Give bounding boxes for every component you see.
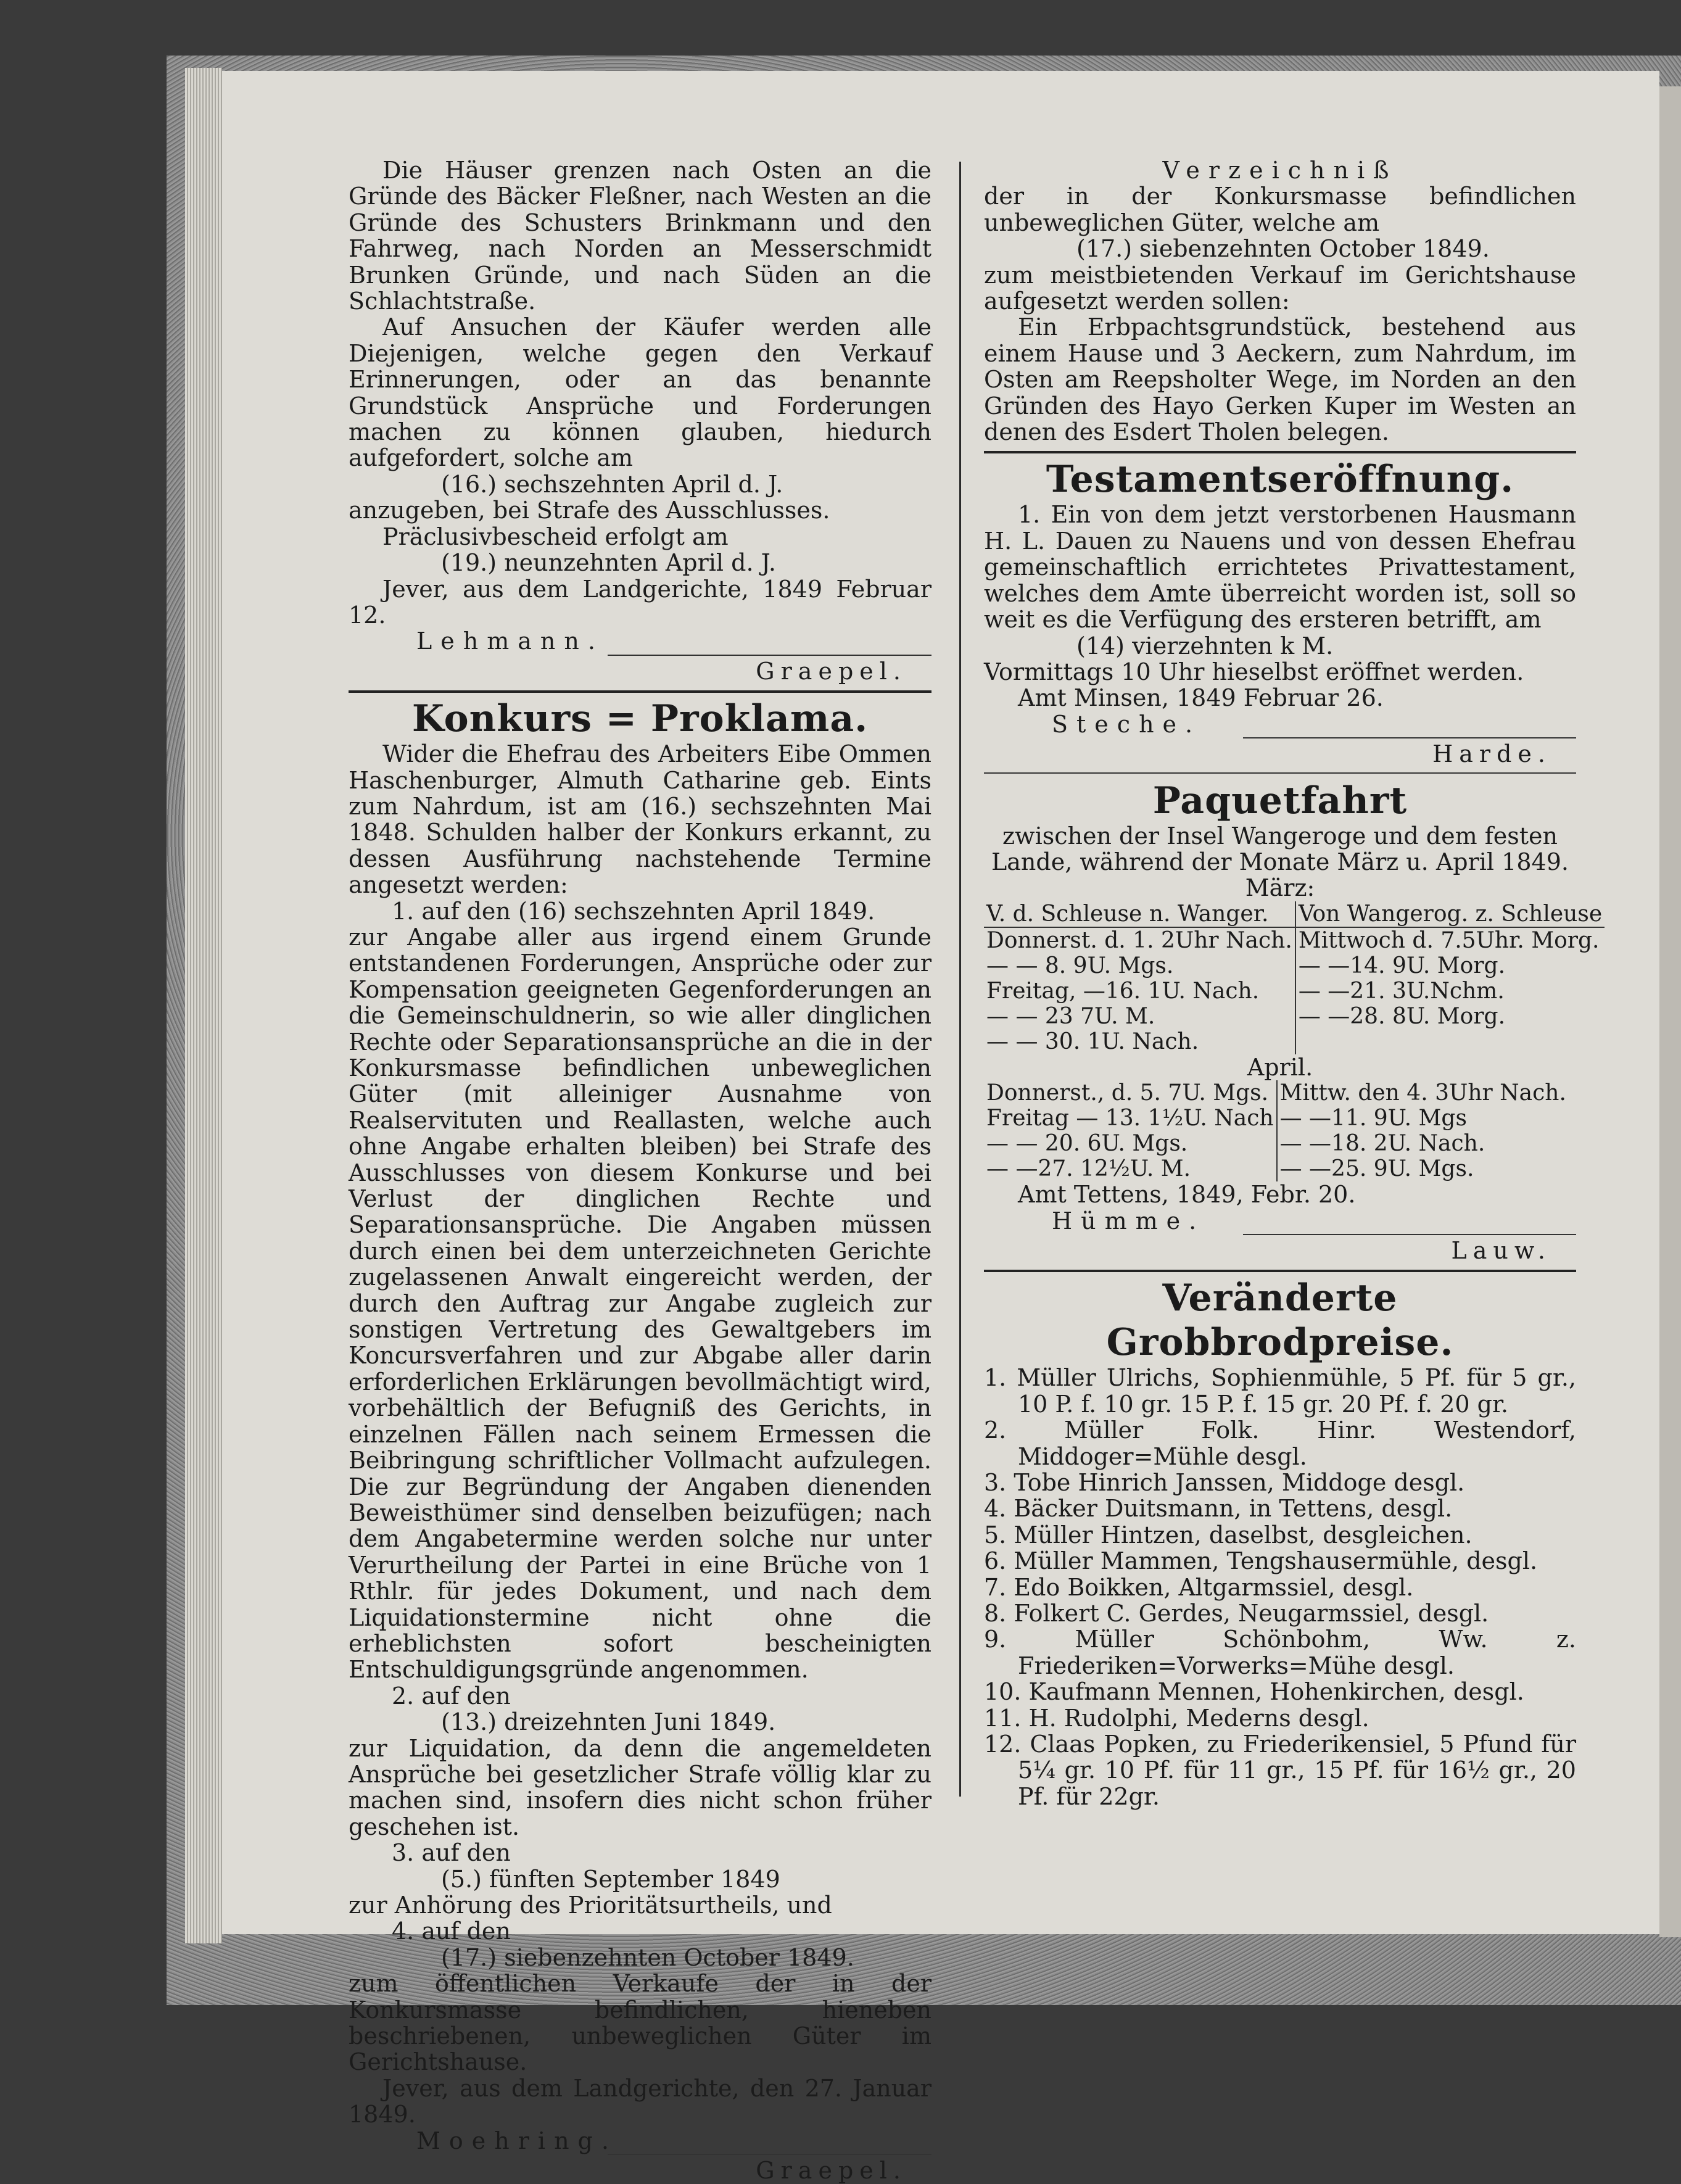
facing-page-edge bbox=[1659, 86, 1681, 1937]
page-edges bbox=[185, 68, 222, 1943]
testament-text: 1. Ein von dem jetzt verstorbenen Hausmann H. L. Dauen zu Nauens und von dessen Ehefrau gemeinschaftlich errichtetes Privattestament, welches dem Amte überreicht worden ist, soll so weit es die Verfügung des ersteren betrifft, am bbox=[984, 501, 1576, 634]
left-column bbox=[349, 157, 931, 2183]
list-item: 8. Folkert C. Gerdes, Neugarmssiel, desgl. bbox=[984, 1600, 1489, 1628]
section-divider-r3 bbox=[984, 1270, 1576, 1272]
verzeichnis-text: zum meistbietenden Verkauf im Gerichtshause aufgesetzt werden sollen: bbox=[984, 261, 1576, 315]
cell: — —14. 9U. Morg. bbox=[1298, 953, 1506, 978]
paquetfahrt-intro: zwischen der Insel Wangeroge und dem festen Lande, während der Monate März u. April 1849. bbox=[991, 822, 1569, 875]
grobbrod-list bbox=[984, 1365, 1576, 1810]
month-maerz: März: bbox=[1245, 874, 1315, 902]
list-item: 11. H. Rudolphi, Mederns desgl. bbox=[984, 1704, 1369, 1732]
term-1: 1. auf den (16) sechszehnten April 1849. bbox=[392, 897, 875, 925]
grobbrod-heading: Veränderte Grobbrodpreise. bbox=[1106, 1276, 1454, 1365]
list-item: 3. Tobe Hinrich Janssen, Middoge desgl. bbox=[984, 1469, 1465, 1496]
konkurs-intro: Wider die Ehefrau des Arbeiters Eibe Ommen Haschenburger, Almuth Catharine geb. Eints zum Nahrdum, ist am (16.) sechszehnten Mai 1848. Schulden halber der Konkurs erkannt, zu dessen Ausführung nachstehende Termine angesetzt werden: bbox=[349, 740, 931, 899]
cell: Freitag, —16. 1U. Nach. bbox=[984, 978, 1295, 1004]
list-item: 12. Claas Popken, zu Friederikensiel, 5 Pfund für 5¼ gr. 10 Pf. für 11 gr., 15 Pf. für 16½ gr., 20 Pf. für 22gr. bbox=[984, 1731, 1576, 1810]
testament-date: (14) vierzehnten k M. bbox=[1076, 632, 1334, 660]
list-item: 6. Müller Mammen, Tengshausermühle, desgl. bbox=[984, 1547, 1538, 1575]
cell: Donnerst. d. 1. 2Uhr Nach. bbox=[984, 927, 1295, 953]
verzeichnis-date: (17.) siebenzehnten October 1849. bbox=[1076, 235, 1490, 263]
signature-rule bbox=[608, 655, 931, 656]
testament-time: Vormittags 10 Uhr hieselbst eröffnet werden. bbox=[984, 658, 1524, 685]
property-boundaries: Die Häuser grenzen nach Osten an die Gründe des Bäcker Fleßner, nach Westen an die Gründe des Schusters Brinkmann und den Fahrweg, nach Norden an Messerschmidt Brunken Gründe, und nach Süden an die Schlachtstraße. bbox=[349, 157, 931, 315]
month-april: April. bbox=[1247, 1053, 1313, 1081]
cell: — —28. 8U. Morg. bbox=[1298, 1003, 1506, 1029]
paquetfahrt-place: Amt Tettens, 1849, Febr. 20. bbox=[1018, 1181, 1356, 1209]
cell bbox=[1295, 1029, 1605, 1054]
table-row bbox=[984, 953, 1605, 978]
schedule-april bbox=[984, 1080, 1576, 1181]
cell: — —21. 3U.Nchm. bbox=[1298, 978, 1505, 1004]
term-1-text: zur Angabe aller aus irgend einem Grunde entstandenen Forderungen, Ansprüche oder zur Kompensation geeigneten Gegenforderungen an die Gemeinschuldnerin, so wie aller dinglichen Rechte oder Separationsansprüche an die in der Konkursmasse befindlichen unbeweglichen Güter (mit alleiniger Ausnahme von Realservituten und Reallasten, welche auch ohne Angabe erhalten bleiben) bei Strafe des Ausschlusses von diesem Konkurse und bei Verlust der dinglichen Rechte und Separationsansprüche. Die Angaben müssen durch einen bei dem unterzeichneten Gerichte zugelassenen Anwalt eingereicht werden, der durch den Auftrag zur Angabe zugleich zur sonstigen Vertretung des Gewaltgebers im Koncursverfahren und zur Abgabe aller darin erforderlichen Erklärungen bevollmächtigt wird, vorbehältlich der Befugniß des Gerichts, in einzelnen Fällen nach seinem Ermessen die Beibringung schriftlicher Vollmacht aufzulegen. Die zur Begründung der Angaben dienenden Beweisthümer sind denselben beizufügen; nach dem Angabetermine werden solche nur unter Verurtheilung der Partei in eine Brüche von 1 Rthlr. für jedes Dokument, und nach dem Liquidationstermine nicht ohne die erheblichsten sofort bescheinigten Entschuldigungsgründe angenommen. bbox=[349, 923, 931, 1684]
signature-steche: Steche. bbox=[1052, 710, 1202, 738]
term-2-date: (13.) dreizehnten Juni 1849. bbox=[441, 1708, 776, 1736]
signature-moehring: Moehring. bbox=[416, 2127, 617, 2154]
summons-paragraph: Auf Ansuchen der Käufer werden alle Diejenigen, welche gegen den Verkauf Erinnerungen, oder an das benannte Grundstück Ansprüche und Forderungen machen zu können glauben, hiedurch aufgefordert, solche am bbox=[349, 313, 931, 472]
cell: — — 30. 1U. Nach. bbox=[984, 1029, 1295, 1054]
cell: Freitag — 13. 1½U. Nach bbox=[984, 1106, 1277, 1131]
term-3-date: (5.) fünften September 1849 bbox=[441, 1865, 780, 1893]
signature-rule-r2 bbox=[1243, 1234, 1576, 1235]
cell: Donnerst., d. 5. 7U. Mgs. bbox=[984, 1080, 1277, 1106]
cell: Mittwoch d. 7.5Uhr. Morg. bbox=[1298, 927, 1600, 953]
header-to-schleuse: Von Wangerog. z. Schleuse bbox=[1295, 901, 1605, 927]
place-date-1: Jever, aus dem Landgerichte, 1849 Februar 12. bbox=[349, 575, 931, 629]
preclusion-text: Präclusivbescheid erfolgt am bbox=[382, 523, 729, 550]
cell: — — 8. 9U. Mgs. bbox=[984, 953, 1295, 978]
cell: — — 20. 6U. Mgs. bbox=[984, 1131, 1277, 1156]
signature-rule-2 bbox=[608, 2154, 931, 2155]
table-row bbox=[984, 927, 1605, 953]
signature-graepel-1: Graepel. bbox=[756, 657, 907, 685]
term-3: 3. auf den bbox=[392, 1839, 511, 1867]
paquetfahrt-heading: Paquetfahrt bbox=[1152, 779, 1408, 822]
deadline-date: (16.) sechszehnten April d. J. bbox=[441, 470, 783, 498]
list-item: 4. Bäcker Duitsmann, in Tettens, desgl. bbox=[984, 1495, 1453, 1523]
testament-place: Amt Minsen, 1849 Februar 26. bbox=[1018, 684, 1384, 712]
term-3-text: zur Anhörung des Prioritätsurtheils, und bbox=[349, 1892, 832, 1919]
schedule-maerz bbox=[984, 901, 1605, 1054]
list-item: 10. Kaufmann Mennen, Hohenkirchen, desgl. bbox=[984, 1678, 1524, 1706]
signature-lauw: Lauw. bbox=[1451, 1236, 1551, 1264]
list-item: 2. Müller Folk. Hinr. Westendorf, Middoger=Mühle desgl. bbox=[984, 1417, 1576, 1470]
cell: — —18. 2U. Nach. bbox=[1279, 1131, 1485, 1157]
signature-huemme: Hümme. bbox=[1052, 1207, 1205, 1235]
konkurs-heading: Konkurs = Proklama. bbox=[411, 697, 869, 741]
cell: Mittw. den 4. 3Uhr Nach. bbox=[1279, 1080, 1566, 1106]
term-2-text: zur Liquidation, da denn die angemeldeten Ansprüche bei gesetzlicher Strafe völlig klar zu machen sind, insofern dies nicht schon früher geschehen ist. bbox=[349, 1734, 931, 1840]
section-divider-r2 bbox=[984, 772, 1576, 774]
table-row bbox=[984, 978, 1605, 1004]
column-rule bbox=[959, 162, 961, 1797]
list-item: 5. Müller Hintzen, daselbst, desgleichen. bbox=[984, 1521, 1472, 1549]
table-row bbox=[984, 1029, 1605, 1054]
cell: — —27. 12½U. M. bbox=[984, 1156, 1277, 1181]
signature-lehmann: Lehmann. bbox=[416, 627, 604, 655]
verzeichnis-property: Ein Erbpachtsgrundstück, bestehend aus einem Hause und 3 Aeckern, zum Nahrdum, im Osten am Reepsholter Wege, im Norden an den Gründen des Hayo Gerken Kuper im Westen an denen des Esdert Tholen belegen. bbox=[984, 313, 1576, 446]
testament-heading: Testamentseröffnung. bbox=[1046, 458, 1514, 502]
table-row bbox=[984, 1004, 1605, 1029]
table-row bbox=[984, 1131, 1576, 1156]
term-4-text: zum öffentlichen Verkaufe der in der Konkursmasse befindlichen, hieneben beschriebenen, unbeweglichen Güter im Gerichtshause. bbox=[349, 1970, 931, 2076]
cell: — —11. 9U. Mgs bbox=[1279, 1106, 1467, 1131]
signature-graepel-2: Graepel. bbox=[756, 2157, 907, 2184]
header-to-wangeroge: V. d. Schleuse n. Wanger. bbox=[984, 901, 1295, 927]
cell: — —25. 9U. Mgs. bbox=[1279, 1156, 1474, 1182]
list-item: 9. Müller Schönbohm, Ww. z. Friederiken=Vorwerks=Mühe desgl. bbox=[984, 1626, 1576, 1679]
term-2: 2. auf den bbox=[392, 1682, 511, 1710]
term-4-date: (17.) siebenzehnten October 1849. bbox=[441, 1943, 854, 1971]
table-row bbox=[984, 1106, 1576, 1131]
verzeichnis-intro: der in der Konkursmasse befindlichen unbeweglichen Güter, welche am bbox=[984, 183, 1576, 236]
list-item: 1. Müller Ulrichs, Sophienmühle, 5 Pf. für 5 gr., 10 P. f. 10 gr. 15 P. f. 15 gr. 20 Pf. f. 20 gr. bbox=[984, 1364, 1576, 1418]
preclusion-date: (19.) neunzehnten April d. J. bbox=[441, 549, 777, 577]
section-divider bbox=[349, 690, 931, 693]
cell: — — 23 7U. M. bbox=[984, 1004, 1295, 1029]
place-date-2: Jever, aus dem Landgerichte, den 27. Januar 1849. bbox=[349, 2074, 931, 2128]
right-column bbox=[984, 157, 1603, 1810]
table-row bbox=[984, 1156, 1576, 1181]
term-4: 4. auf den bbox=[392, 1917, 511, 1945]
penalty-text: anzugeben, bei Strafe des Ausschlusses. bbox=[349, 497, 830, 524]
signature-rule-r1 bbox=[1243, 737, 1576, 738]
verzeichnis-title: Verzeichniß bbox=[1162, 157, 1398, 184]
signature-harde: Harde. bbox=[1432, 740, 1551, 768]
list-item: 7. Edo Boikken, Altgarmssiel, desgl. bbox=[984, 1573, 1414, 1601]
section-divider-r1 bbox=[984, 451, 1576, 453]
table-row bbox=[984, 1080, 1576, 1106]
